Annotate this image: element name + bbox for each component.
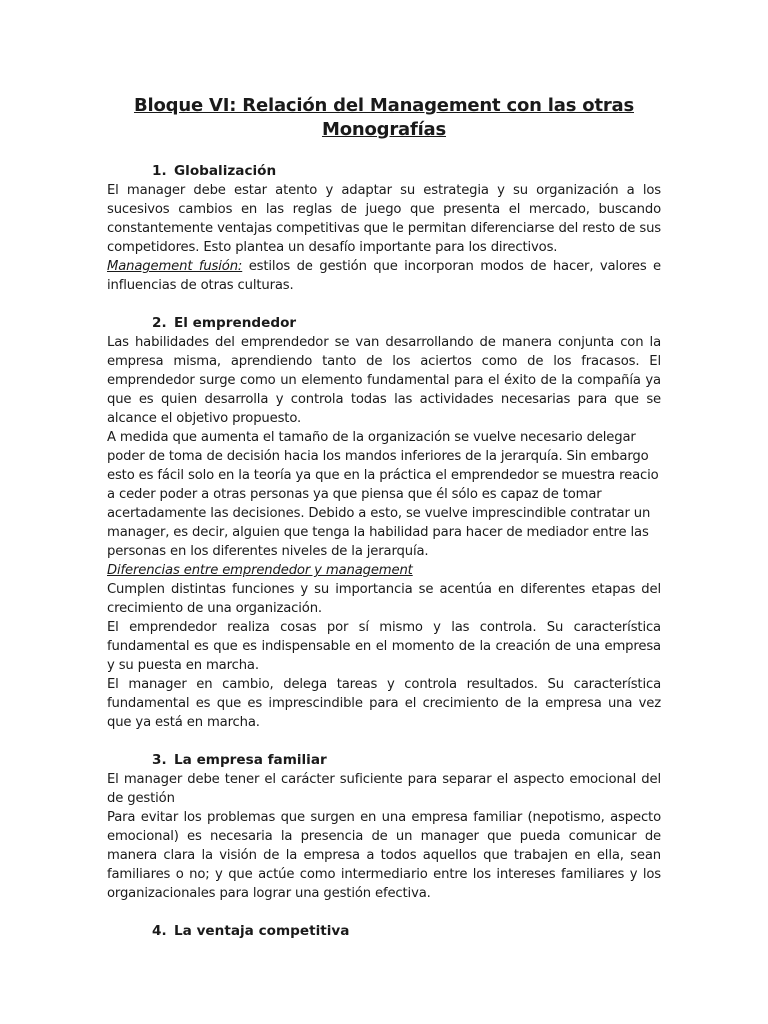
document-title: Bloque VI: Relación del Management con las otras Monografías bbox=[133, 95, 634, 140]
section-title: La empresa familiar bbox=[174, 752, 327, 768]
section-emprendedor bbox=[107, 314, 661, 732]
section-number: 4. bbox=[152, 923, 167, 939]
spacer bbox=[107, 903, 661, 922]
section-number: 2. bbox=[152, 315, 167, 331]
paragraph: Las habilidades del emprendedor se van desarrollando de manera conjunta con la empresa misma, aprendiendo tanto de los aciertos como de los fracasos. El emprendedor surge como un elemento fundamental para el éxito de la compañía ya que es quien desarrolla y controla todas las actividades necesarias para que se alcance el objetivo propuesto. bbox=[107, 335, 661, 426]
paragraph: A medida que aumenta el tamaño de la organización se vuelve necesario delegar poder de toma de decisión hacia los mandos inferiores de la jerarquía. Sin embargo esto es fácil solo en la teoría ya que en la práctica el emprendedor se muestra reacio a ceder poder a otras personas ya que piensa que él sólo es capaz de tomar acertadamente las decisiones. Debido a esto, se vuelve imprescindible contratar un manager, es decir, alguien que tenga la habilidad para hacer de mediador entre las personas en los diferentes niveles de la jerarquía. bbox=[107, 430, 659, 559]
spacer bbox=[107, 295, 661, 314]
paragraph: Para evitar los problemas que surgen en una empresa familiar (nepotismo, aspecto emocional) es necesaria la presencia de un manager que pueda comunicar de manera clara la visión de la empresa a todos aquellos que trabajen en ella, sean familiares o no; y que actúe como intermediario entre los intereses familiares y los organizacionales para lograr una gestión efectiva. bbox=[107, 810, 661, 901]
paragraph: El manager debe estar atento y adaptar su estrategia y su organización a los sucesivos cambios en las reglas de juego que presenta el mercado, buscando constantemente ventajas competitivas que le permitan diferenciarse del resto de sus competidores. Esto plantea un desafío importante para los directivos. bbox=[107, 183, 661, 255]
section-ventaja-competitiva bbox=[107, 922, 661, 941]
section-heading bbox=[107, 162, 661, 181]
section-globalizacion bbox=[107, 162, 661, 295]
subheading-diferencias: Diferencias entre emprendedor y management bbox=[107, 563, 413, 578]
section-heading bbox=[107, 314, 661, 333]
section-title: El emprendedor bbox=[174, 315, 297, 331]
section-number: 3. bbox=[152, 752, 167, 768]
spacer bbox=[107, 732, 661, 751]
term-management-fusion: Management fusión: bbox=[107, 259, 243, 274]
section-title: La ventaja competitiva bbox=[174, 923, 350, 939]
section-heading bbox=[107, 751, 661, 770]
section-title: Globalización bbox=[174, 163, 277, 179]
section-empresa-familiar bbox=[107, 751, 661, 903]
paragraph bbox=[107, 257, 661, 295]
term-definition: estilos de gestión que incorporan modos de hacer, valores e influencias de otras culturas. bbox=[107, 259, 661, 293]
paragraph: El manager en cambio, delega tareas y controla resultados. Su característica fundamental es que es imprescindible para el crecimiento de la empresa una vez que ya está en marcha. bbox=[107, 677, 661, 730]
paragraph: Cumplen distintas funciones y su importancia se acentúa en diferentes etapas del crecimiento de una organización. bbox=[107, 582, 661, 616]
section-number: 1. bbox=[152, 163, 167, 179]
paragraph: El emprendedor realiza cosas por sí mismo y las controla. Su característica fundamental es que es indispensable en el momento de la creación de una empresa y su puesta en marcha. bbox=[107, 620, 661, 673]
section-heading bbox=[107, 922, 661, 941]
paragraph: El manager debe tener el carácter suficiente para separar el aspecto emocional del de gestión bbox=[107, 772, 661, 806]
